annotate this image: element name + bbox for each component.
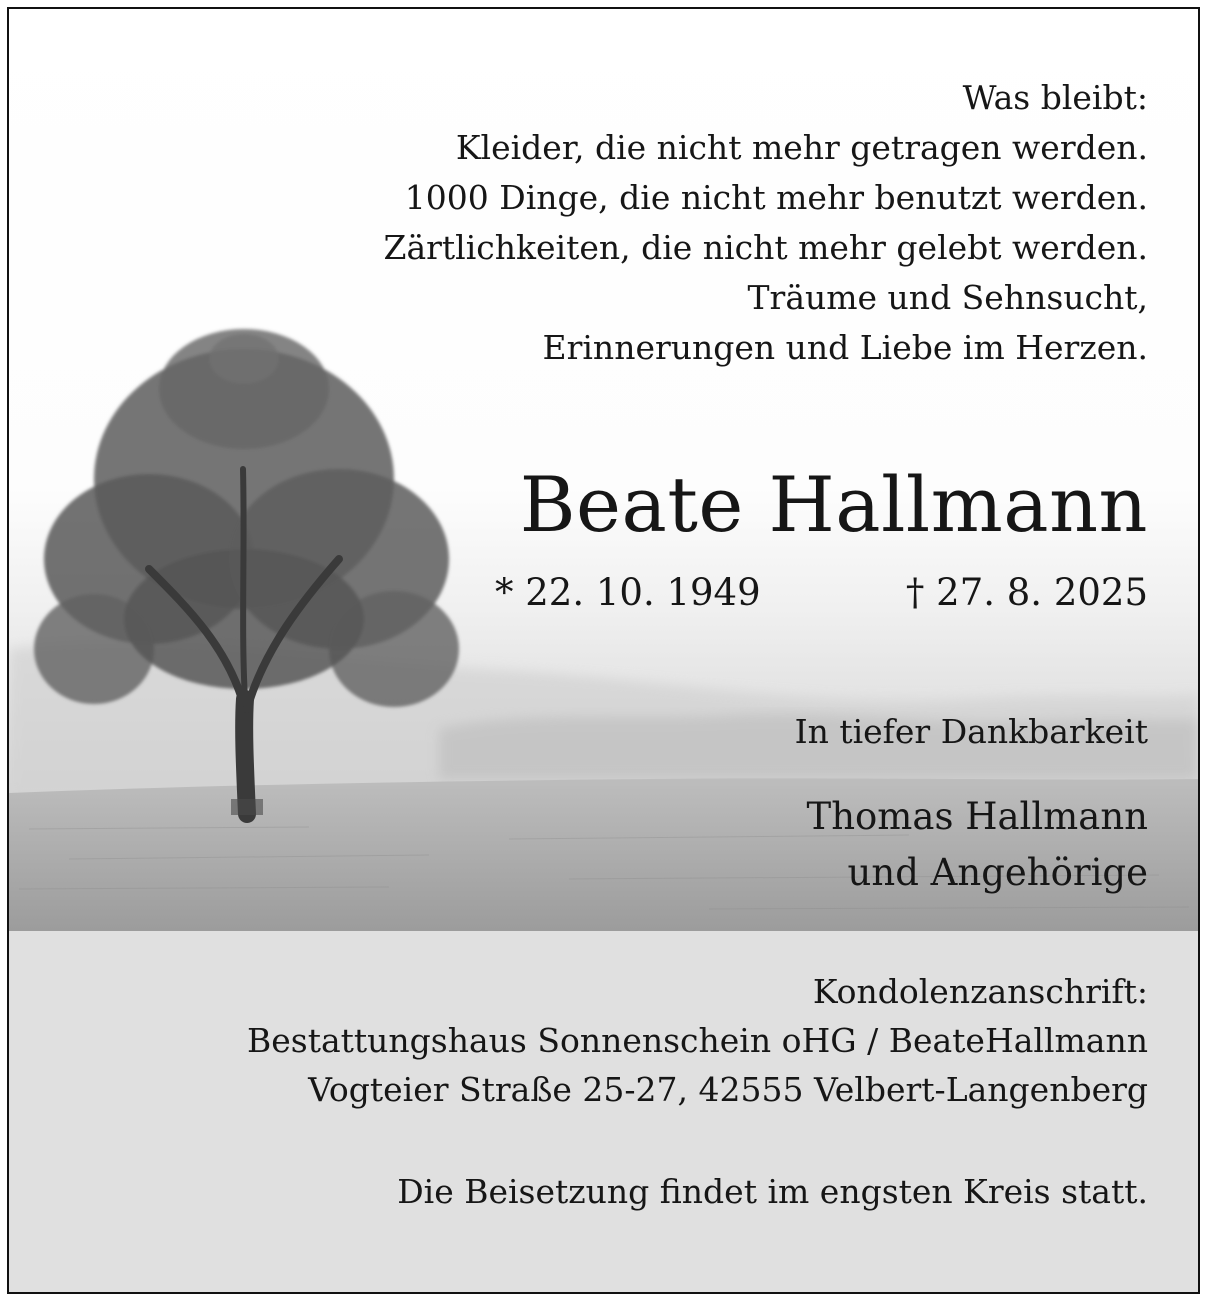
mourner-line: und Angehörige — [847, 851, 1148, 894]
life-dates — [495, 571, 1148, 625]
address-line: Vogteier Straße 25-27, 42555 Velbert-Langenberg — [308, 1070, 1148, 1109]
poem-line: Kleider, die nicht mehr getragen werden. — [455, 128, 1148, 167]
poem — [384, 73, 1148, 373]
address-line: Bestattungshaus Sonnenschein oHG / BeateHallmann — [247, 1021, 1148, 1060]
poem-line: Was bleibt: — [962, 78, 1148, 117]
address-line: Kondolenzanschrift: — [812, 972, 1148, 1011]
gratitude-line: In tiefer Dankbarkeit — [794, 712, 1148, 751]
birth-date: * 22. 10. 1949 — [495, 571, 761, 614]
death-date: † 27. 8. 2025 — [905, 571, 1148, 614]
poem-line: Erinnerungen und Liebe im Herzen. — [542, 328, 1148, 367]
mourner-line: Thomas Hallmann — [806, 795, 1148, 838]
poem-line: Träume und Sehnsucht, — [747, 278, 1148, 317]
poem-line: 1000 Dinge, die nicht mehr benutzt werden. — [404, 178, 1148, 217]
burial-note: Die Beisetzung findet im engsten Kreis statt. — [397, 1172, 1148, 1211]
deceased-name: Beate Hallmann — [519, 460, 1148, 549]
obituary-notice — [7, 7, 1200, 1294]
mourners — [807, 789, 1148, 901]
poem-line: Zärtlichkeiten, die nicht mehr gelebt werden. — [383, 228, 1148, 267]
condolence-address — [247, 967, 1148, 1114]
